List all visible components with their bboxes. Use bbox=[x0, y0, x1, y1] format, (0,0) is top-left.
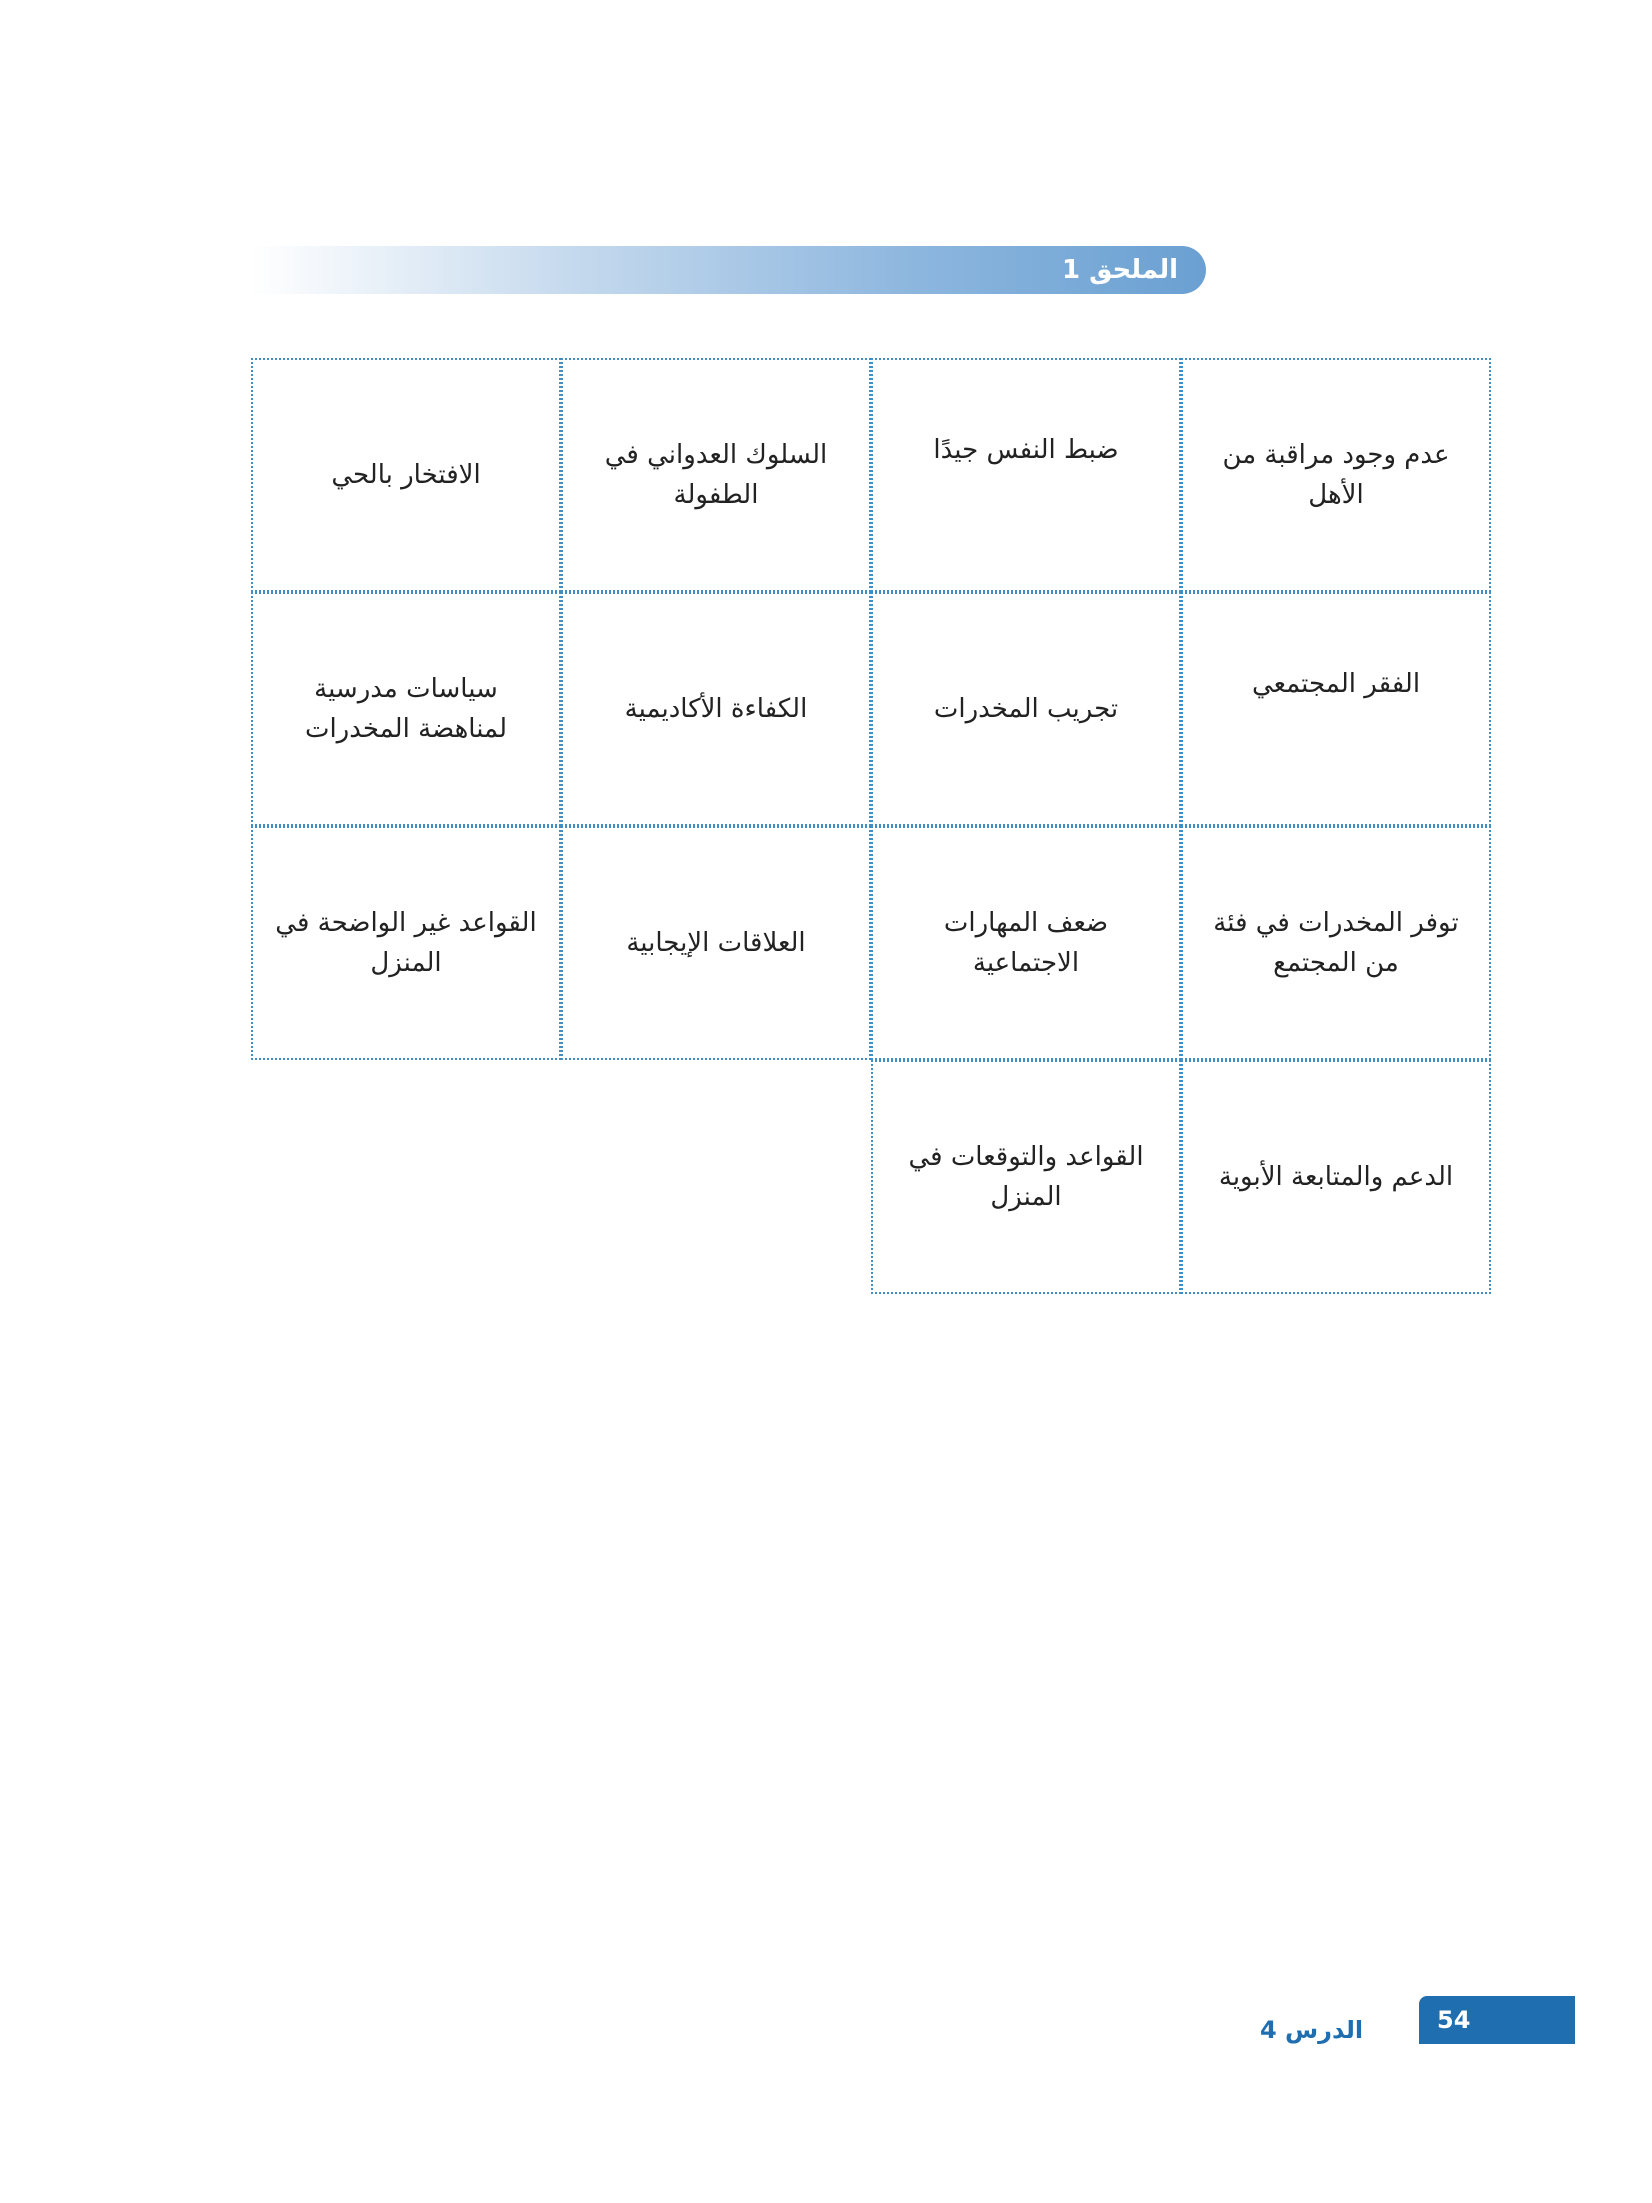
card bbox=[871, 592, 1181, 826]
card-text: ضبط النفس جيدًا bbox=[933, 435, 1119, 465]
card bbox=[251, 826, 561, 1060]
card-text: العلاقات الإيجابية bbox=[626, 928, 806, 958]
card-text: القواعد والتوقعات في المنزل bbox=[908, 1142, 1144, 1212]
section-banner bbox=[250, 246, 1206, 294]
card-text: الكفاءة الأكاديمية bbox=[624, 694, 808, 724]
card-text: تجريب المخدرات bbox=[933, 694, 1119, 724]
card-text: الفقر المجتمعي bbox=[1251, 669, 1421, 699]
card-text: ضعف المهارات الاجتماعية bbox=[943, 908, 1109, 978]
card bbox=[871, 826, 1181, 1060]
card-text: عدم وجود مراقبة من الأهل bbox=[1222, 440, 1450, 510]
card-text: سياسات مدرسية لمناهضة المخدرات bbox=[304, 674, 508, 744]
card bbox=[1181, 826, 1491, 1060]
card bbox=[1181, 592, 1491, 826]
card bbox=[561, 358, 871, 592]
lesson-label: الدرس 4 bbox=[1260, 2016, 1364, 2044]
card-text: السلوك العدواني في الطفولة bbox=[604, 440, 828, 510]
card bbox=[871, 358, 1181, 592]
card bbox=[561, 592, 871, 826]
card bbox=[1181, 358, 1491, 592]
card-text: الافتخار بالحي bbox=[331, 460, 481, 490]
section-title: الملحق 1 bbox=[1061, 255, 1178, 285]
page-number-badge bbox=[1419, 1996, 1575, 2044]
card bbox=[251, 358, 561, 592]
card-grid bbox=[251, 358, 1491, 1294]
card-text: توفر المخدرات في فئة من المجتمع bbox=[1213, 908, 1459, 978]
card bbox=[871, 1060, 1181, 1294]
card-text: الدعم والمتابعة الأبوية bbox=[1218, 1162, 1454, 1192]
card bbox=[1181, 1060, 1491, 1294]
card bbox=[251, 592, 561, 826]
page-number: 54 bbox=[1437, 2006, 1471, 2034]
card bbox=[561, 826, 871, 1060]
card-text: القواعد غير الواضحة في المنزل bbox=[275, 908, 537, 978]
